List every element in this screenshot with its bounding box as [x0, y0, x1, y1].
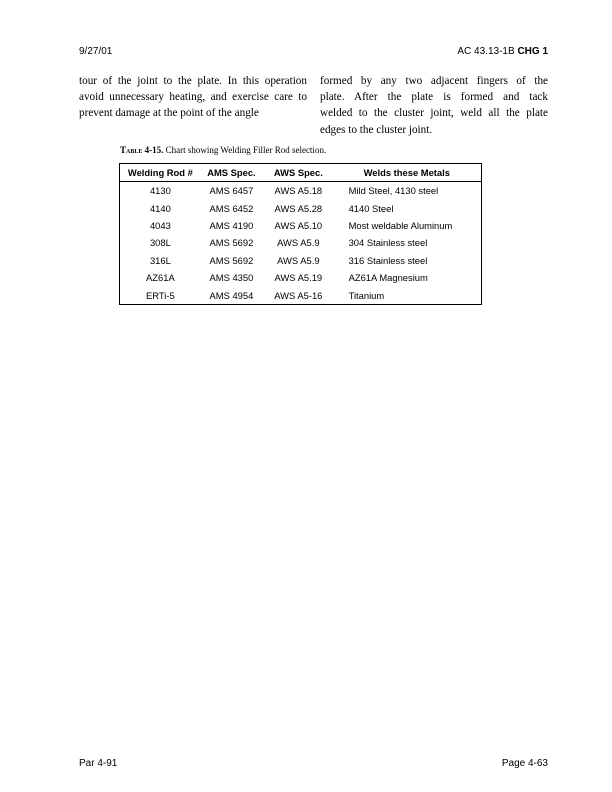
- table-caption-label: Table 4-15.: [120, 145, 164, 155]
- table-cell: 304 Stainless steel: [348, 237, 428, 249]
- table-cell: AWS A5.28: [274, 202, 323, 214]
- left-column-text: [79, 73, 307, 122]
- table-cell: 308L: [149, 237, 171, 249]
- table-cell: AWS A5.9: [277, 237, 320, 249]
- column-header: AMS Spec.: [201, 164, 262, 182]
- table-cell: AMS 5692: [209, 254, 254, 266]
- table-cell: ERTi-5: [146, 289, 175, 301]
- column-header: Welds these Metals: [335, 164, 482, 182]
- header-doc-number: AC 43.13-1B: [457, 46, 515, 57]
- text-line: welded to the cluster joint, weld all the plate: [320, 107, 548, 120]
- table-cell: AWS A5.19: [274, 272, 323, 284]
- column-header: Welding Rod #: [120, 164, 201, 182]
- right-column-text: [320, 73, 548, 138]
- table-caption: [120, 145, 326, 155]
- text-line: edges to the cluster joint.: [320, 123, 433, 136]
- table-caption-text: Chart showing Welding Filler Rod selection.: [165, 145, 327, 155]
- table-cell: AMS 4190: [209, 219, 254, 231]
- table-cell: 4130: [149, 185, 171, 197]
- table-cell: AWS A5.9: [277, 254, 320, 266]
- table-row: [120, 234, 482, 251]
- table-row: [120, 269, 482, 286]
- footer-paragraph: Par 4-91: [79, 758, 118, 769]
- table-row: [120, 217, 482, 234]
- table-cell: AMS 4954: [209, 289, 254, 301]
- table-row: [120, 286, 482, 304]
- table-cell: 4140: [149, 202, 171, 214]
- table-cell: AMS 5692: [209, 237, 254, 249]
- left-paragraph: [79, 73, 307, 122]
- right-paragraph: [320, 73, 548, 138]
- welding-rod-table: [119, 163, 482, 305]
- table-row: [120, 199, 482, 216]
- table-cell: AZ61A Magnesium: [348, 272, 428, 284]
- column-header: AWS Spec.: [262, 164, 334, 182]
- text-line: plate. After the plate is formed and tack: [320, 91, 548, 104]
- header-change: CHG 1: [517, 46, 548, 57]
- table-cell: AZ61A: [146, 272, 175, 284]
- text-line: prevent damage at the point of the angle: [79, 107, 259, 120]
- table-cell: Mild Steel, 4130 steel: [348, 185, 439, 197]
- footer-page-number: Page 4-63: [501, 758, 548, 769]
- text-line: tour of the joint to the plate. In this operation: [79, 75, 307, 87]
- table-cell: 4043: [149, 219, 171, 231]
- table-cell: AWS A5.10: [274, 219, 323, 231]
- table-cell: Most weldable Aluminum: [348, 219, 453, 231]
- text-line: avoid unnecessary heating, and exercise care to: [79, 91, 307, 104]
- table-cell: 316 Stainless steel: [348, 254, 428, 266]
- table-cell: 4140 Steel: [348, 202, 394, 214]
- table-cell: AMS 6457: [209, 185, 254, 197]
- table-cell: AMS 6452: [209, 202, 254, 214]
- table-cell: AMS 4350: [209, 272, 254, 284]
- table-cell: Titanium: [348, 289, 385, 301]
- table-cell: AWS A5.18: [274, 185, 323, 197]
- table-row: [120, 182, 482, 200]
- table-header-row: [120, 164, 482, 182]
- table-cell: 316L: [149, 254, 171, 266]
- text-line: formed by any two adjacent fingers of the: [320, 75, 548, 87]
- header-date: 9/27/01: [79, 46, 113, 57]
- header-doc-id: [457, 46, 548, 57]
- table-cell: AWS A5-16: [274, 289, 323, 301]
- table-row: [120, 252, 482, 269]
